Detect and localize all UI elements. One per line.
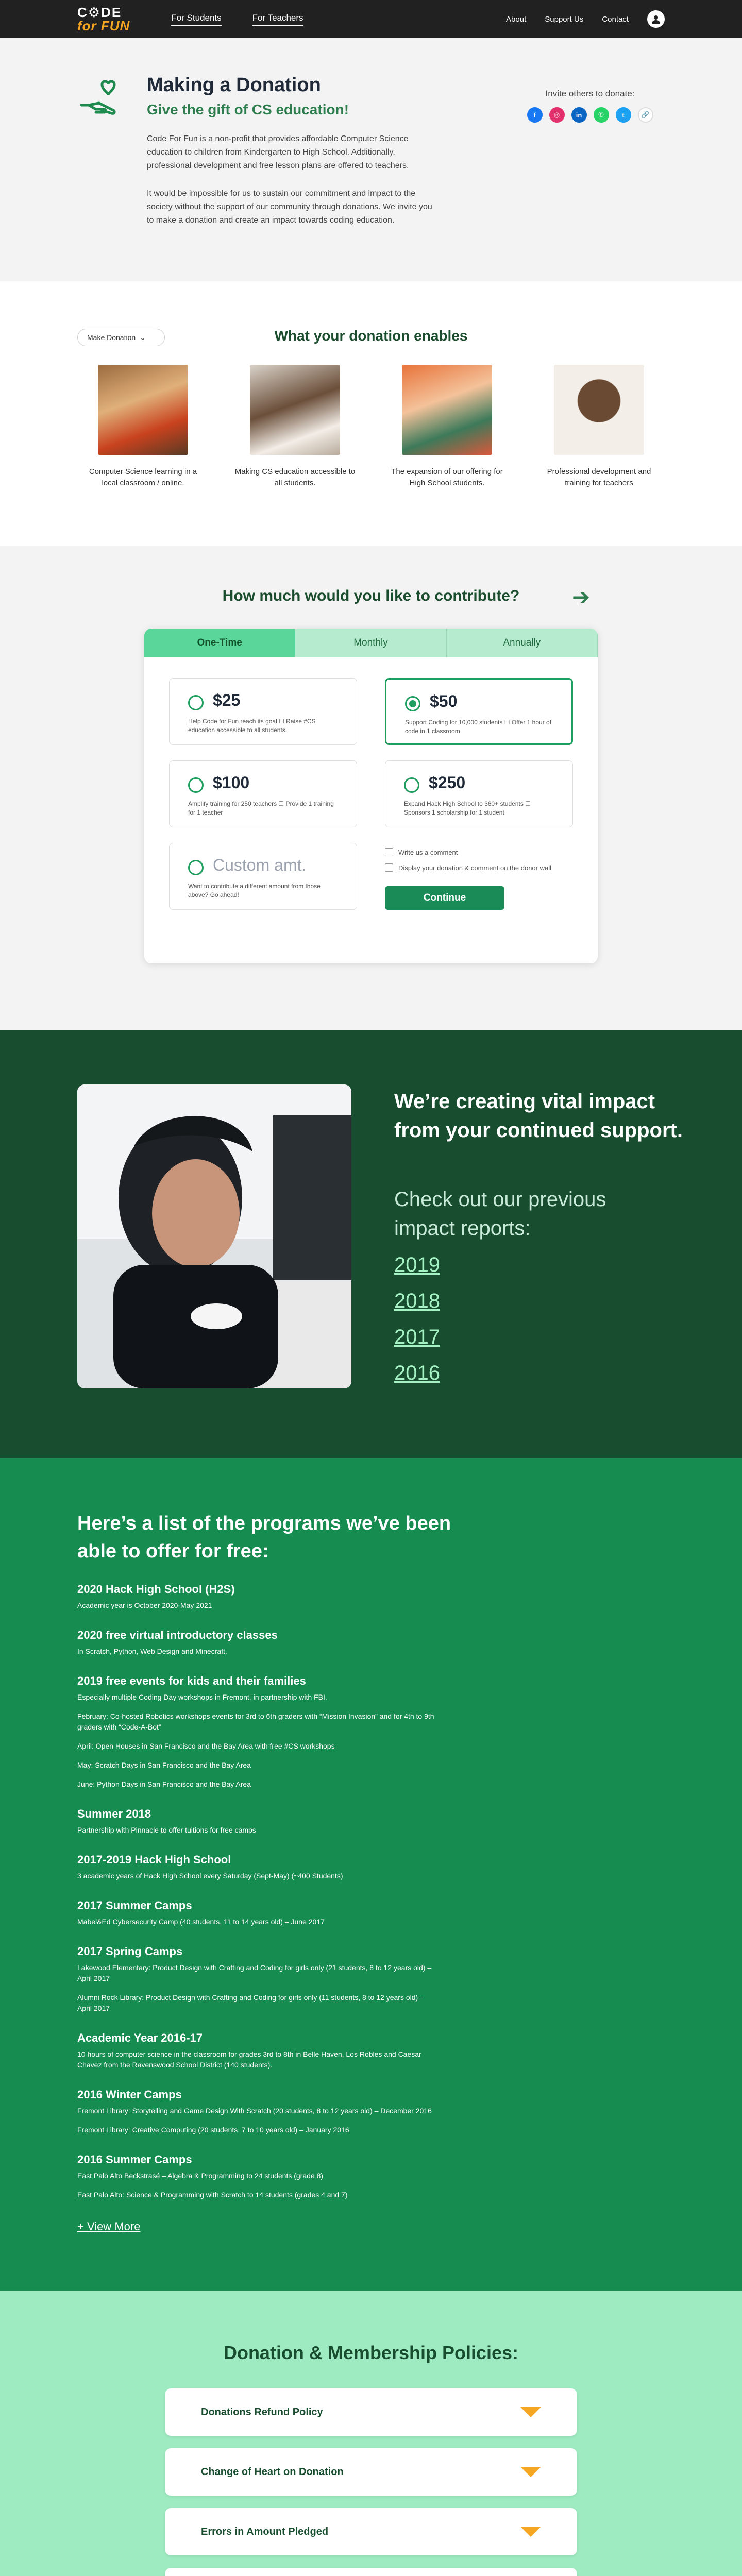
program-item [77, 1899, 665, 1927]
section-jump-dropdown[interactable] [77, 329, 165, 346]
amount-description: Help Code for Fun reach its goal ☐ Raise #CS education accessible to all students. [188, 718, 316, 734]
program-detail: East Palo Alto Beckstrasé – Algebra & Programming to 24 students (grade 8) [77, 2172, 324, 2180]
accordion-change-of-heart[interactable] [165, 2448, 577, 2496]
impact-title: We’re creating vital impact from your continued support. [394, 1090, 683, 1142]
enable-card [81, 365, 205, 489]
program-heading: 2016 Winter Camps [77, 2088, 182, 2101]
amount-value: $100 [213, 773, 250, 792]
program-detail: 3 academic years of Hack High School every Saturday (Sept-May) (~400 Students) [77, 1872, 343, 1880]
amount-option-100[interactable] [169, 760, 357, 827]
radio-button-selected[interactable] [405, 696, 420, 711]
site-logo[interactable] [77, 6, 130, 32]
accordion-label: Errors in Amount Pledged [201, 2526, 329, 2537]
frequency-tabs [144, 629, 598, 657]
hero-section [0, 38, 742, 281]
accordion-label: Change of Heart on Donation [201, 2466, 344, 2478]
student-at-computer-photo [77, 1084, 351, 1388]
program-heading: 2017 Summer Camps [77, 1899, 192, 1912]
arrow-right-icon[interactable]: ➔ [572, 585, 591, 609]
enable-caption: The expansion of our offering for High School students. [391, 467, 503, 487]
amount-description: Expand Hack High School to 360+ students ☐ Sponsors 1 scholarship for 1 student [404, 800, 531, 816]
program-detail: May: Scratch Days in San Francisco and the Bay Area [77, 1761, 251, 1769]
invite-label: Invite others to donate: [545, 89, 635, 98]
nav-for-students[interactable]: For Students [171, 13, 221, 26]
radio-button[interactable] [188, 777, 204, 793]
program-detail: Partnership with Pinnacle to offer tuitions for free camps [77, 1826, 256, 1834]
program-heading: Summer 2018 [77, 1807, 151, 1820]
program-item [77, 2031, 665, 2071]
enable-card [385, 365, 509, 489]
report-link-2017[interactable]: 2017 [394, 1326, 440, 1348]
program-detail: February: Co-hosted Robotics workshops events for 3rd to 6th graders with “Mission Invasion” and for 4th to 9th graders with “Code-A-Bot” [77, 1712, 434, 1731]
logo-text-forfun: for FUN [77, 18, 130, 33]
policies-section [0, 2291, 742, 2576]
enable-caption: Computer Science learning in a local classroom / online. [89, 467, 197, 487]
program-heading: 2017 Spring Camps [77, 1945, 183, 1958]
comment-checkbox[interactable] [385, 848, 458, 856]
enable-card [537, 365, 661, 489]
program-detail: In Scratch, Python, Web Design and Minecraft. [77, 1647, 227, 1655]
link-icon[interactable]: 🔗 [638, 107, 653, 123]
checkbox-label: Display your donation & comment on the donor wall [398, 863, 551, 872]
report-link-2019[interactable]: 2019 [394, 1253, 440, 1276]
user-account-icon[interactable] [647, 10, 665, 28]
amount-option-custom[interactable] [169, 843, 357, 910]
tab-monthly[interactable]: Monthly [295, 629, 446, 657]
nav-about[interactable]: About [506, 14, 527, 24]
program-item [77, 1674, 665, 1790]
amount-option-25[interactable] [169, 678, 357, 745]
nav-contact[interactable]: Contact [602, 14, 629, 24]
contribute-section [0, 546, 742, 1030]
amount-description: Support Coding for 10,000 students ☐ Offer 1 hour of code in 1 classroom [405, 719, 552, 735]
programs-list [77, 1583, 665, 2200]
classroom-photo [98, 365, 188, 455]
chevron-down-icon: ⌄ [140, 333, 146, 342]
expand-triangle-icon[interactable] [520, 2467, 541, 2477]
radio-button[interactable] [404, 777, 419, 793]
radio-button[interactable] [188, 860, 204, 875]
view-more-link[interactable]: + View More [77, 2220, 141, 2233]
twitter-icon[interactable]: t [616, 107, 631, 123]
amount-value: $25 [213, 691, 241, 709]
program-heading: 2016 Summer Camps [77, 2153, 192, 2166]
program-detail: April: Open Houses in San Francisco and the Bay Area with free #CS workshops [77, 1742, 335, 1750]
expand-triangle-icon[interactable] [520, 2527, 541, 2537]
report-link-2018[interactable]: 2018 [394, 1290, 440, 1312]
nav-support-us[interactable]: Support Us [545, 14, 584, 24]
programs-section [0, 1458, 742, 2291]
accordion-errors-amount[interactable] [165, 2508, 577, 2555]
policies-title: Donation & Membership Policies: [223, 2342, 519, 2363]
amount-description: Amplify training for 250 teachers ☐ Provide 1 training for 1 teacher [188, 800, 334, 816]
program-detail: Alumni Rock Library: Product Design with Crafting and Coding for girls only (11 students, 8 to 12 years old) – April 2017 [77, 1993, 424, 2012]
programs-title: Here’s a list of the programs we’ve been able to offer for free: [77, 1513, 451, 1562]
amount-option-250[interactable] [385, 760, 573, 827]
enable-card [233, 365, 357, 489]
program-detail: Fremont Library: Creative Computing (20 students, 7 to 10 years old) – January 2016 [77, 2126, 349, 2134]
program-detail: Academic year is October 2020-May 2021 [77, 1601, 212, 1609]
enable-caption: Professional development and training for teachers [547, 467, 651, 487]
program-heading: 2019 free events for kids and their families [77, 1674, 306, 1687]
enable-caption: Making CS education accessible to all students. [234, 467, 356, 487]
main-nav [171, 13, 303, 26]
program-detail: June: Python Days in San Francisco and the Bay Area [77, 1780, 251, 1788]
nav-for-teachers[interactable]: For Teachers [252, 13, 303, 26]
invite-share [515, 89, 665, 123]
expand-triangle-icon[interactable] [520, 2407, 541, 2417]
instagram-icon[interactable]: ◎ [549, 107, 565, 123]
program-detail: 10 hours of computer science in the classroom for grades 3rd to 8th in Belle Haven, Los Robles and Caesar Chavez from the Ravenswood School District (140 students). [77, 2050, 421, 2069]
linkedin-icon[interactable]: in [571, 107, 587, 123]
program-item [77, 1629, 665, 1657]
page-subtitle: Give the gift of CS education! [147, 101, 349, 117]
impact-subtitle: Check out our previous impact reports: [394, 1188, 606, 1240]
top-navbar [0, 0, 742, 38]
tab-one-time[interactable]: One-Time [144, 629, 295, 657]
program-item [77, 2153, 665, 2200]
amount-value: $50 [430, 692, 458, 710]
facebook-icon[interactable]: f [527, 107, 543, 123]
program-detail: Mabel&Ed Cybersecurity Camp (40 students, 11 to 14 years old) – June 2017 [77, 1918, 325, 1926]
tab-annually[interactable]: Annually [447, 629, 598, 657]
hero-paragraph-2: It would be impossible for us to sustain our commitment and impact to the society without the support of our community through donations. We invite you to make a donation and create an impact towards coding education. [147, 189, 432, 225]
checkbox[interactable] [385, 863, 393, 872]
program-detail: Lakewood Elementary: Product Design with Crafting and Coding for girls only (21 students, 8 to 12 years old) – April 2017 [77, 1963, 432, 1982]
program-item [77, 1853, 665, 1882]
logo-text-code: C⚙DE [77, 5, 122, 20]
report-link-2016[interactable]: 2016 [394, 1362, 440, 1384]
program-heading: 2020 Hack High School (H2S) [77, 1583, 235, 1596]
amount-value: $250 [429, 773, 466, 792]
program-heading: 2017-2019 Hack High School [77, 1853, 231, 1866]
program-item [77, 1945, 665, 2014]
program-detail: Fremont Library: Storytelling and Game Design With Scratch (20 students, 8 to 12 years old) – December 2016 [77, 2107, 432, 2115]
custom-amount-input[interactable]: Custom amt. [213, 856, 307, 874]
checkbox[interactable] [385, 848, 393, 856]
highschool-photo [402, 365, 492, 455]
whatsapp-icon[interactable]: ✆ [594, 107, 609, 123]
enables-title: What your donation enables [274, 328, 468, 344]
amount-option-50[interactable] [385, 678, 573, 745]
program-item [77, 1583, 665, 1611]
radio-button[interactable] [188, 695, 204, 710]
contribute-title: How much would you like to contribute? [222, 587, 520, 604]
accordion-refund-policy[interactable] [165, 2388, 577, 2436]
program-detail: East Palo Alto: Science & Programming with Scratch to 14 students (grades 4 and 7) [77, 2191, 348, 2199]
custom-amount-description: Want to contribute a different amount from those above? Go ahead! [188, 883, 321, 899]
dropdown-value: Make Donation [87, 333, 136, 342]
right-nav [506, 10, 665, 28]
page-title: Making a Donation [147, 74, 321, 96]
program-item [77, 2088, 665, 2136]
donation-form [144, 629, 598, 963]
impact-reports-list [394, 1247, 440, 1391]
accordion-label: Donations Refund Policy [201, 2406, 323, 2418]
continue-button[interactable]: Continue [385, 886, 504, 910]
program-detail: Especially multiple Coding Day workshops in Fremont, in partnership with FBI. [77, 1693, 327, 1701]
enables-section [0, 281, 742, 546]
impact-section [0, 1030, 742, 1458]
checkbox-label: Write us a comment [398, 848, 458, 856]
donation-hand-icon [77, 74, 124, 121]
program-heading: 2020 free virtual introductory classes [77, 1629, 278, 1641]
hero-paragraph-1: Code For Fun is a non-profit that provides affordable Computer Science education to children from Kindergarten to High School. Additionally, professional development and free lesson plans are offered to teachers. [147, 134, 409, 170]
program-heading: Academic Year 2016-17 [77, 2031, 203, 2044]
program-item [77, 1807, 665, 1836]
student-photo [250, 365, 340, 455]
teacher-photo [554, 365, 644, 455]
accordion-membership-policy[interactable] [165, 2568, 577, 2576]
donor-wall-checkbox[interactable] [385, 863, 551, 872]
